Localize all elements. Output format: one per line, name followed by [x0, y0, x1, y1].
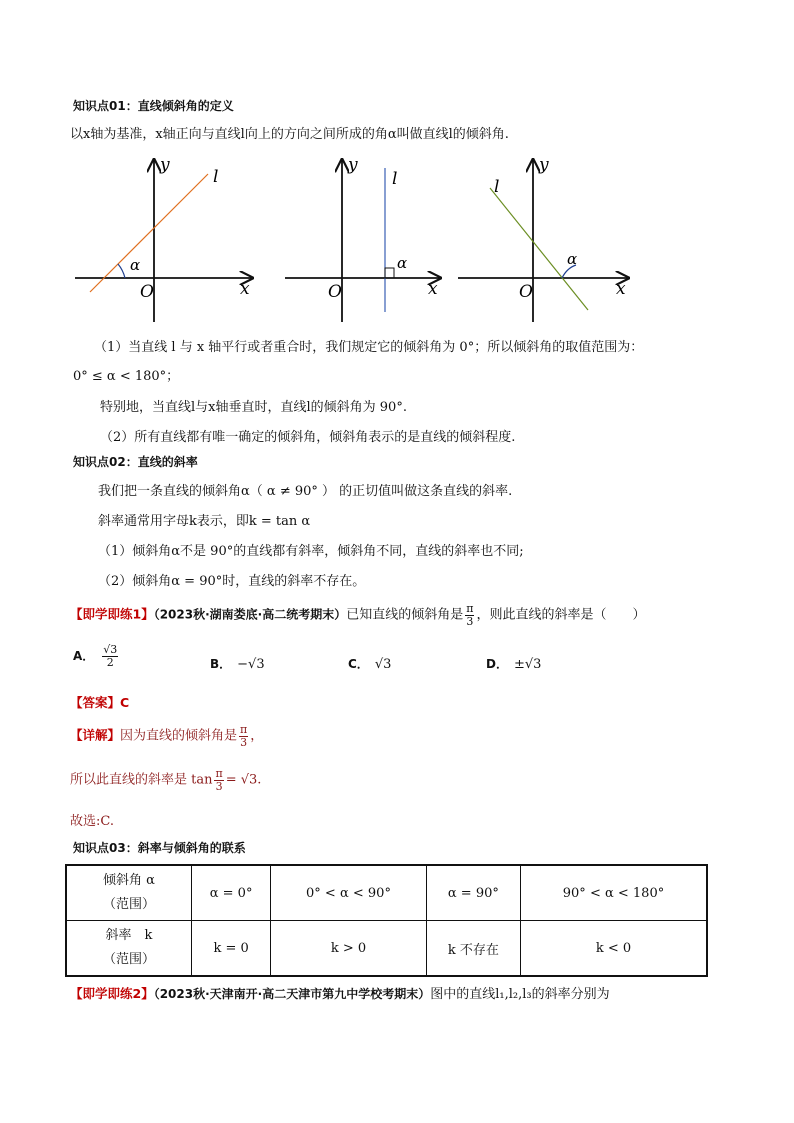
line-l-acute	[90, 174, 208, 292]
conclusion: 故选:C.	[70, 814, 114, 829]
cell-angle: α = 90°	[426, 865, 520, 921]
cell-angle: 0° < α < 90°	[271, 865, 427, 921]
cell-slope: k = 0	[192, 921, 271, 977]
label-l-1: l	[213, 167, 219, 187]
answer-tag: 【答案】	[70, 695, 121, 710]
label-x-1: x	[240, 279, 250, 299]
exercise1-question-post: ，则此直线的斜率是（ ）	[476, 607, 646, 623]
exercise2-text: 图中的直线l₁,l₂,l₃的斜率分别为	[430, 987, 610, 1002]
label-x-2: x	[428, 279, 438, 299]
row-head-slope: 斜率 k （范围）	[66, 921, 192, 977]
slope-angle-table	[65, 864, 708, 977]
label-x-3: x	[616, 279, 626, 299]
kp2-p2: 斜率通常用字母k表示，即k = tan α	[98, 514, 311, 529]
detail-tag: 【详解】	[70, 727, 121, 743]
kp1-note1b: 0° ≤ α < 180°；	[73, 369, 180, 384]
row-head-angle: 倾斜角 α （范围）	[66, 865, 192, 921]
exercise1-source: （2023秋·湖南娄底·高二统考期末）	[153, 607, 347, 622]
label-y-3: y	[539, 155, 549, 175]
kp2-heading: 知识点02：直线的斜率	[73, 455, 198, 469]
kp1-definition: 以x轴为基准，x轴正向与直线l向上的方向之间所成的角α叫做直线l的倾斜角.	[70, 127, 509, 142]
label-alpha-1: α	[130, 256, 141, 274]
table-row-angle	[66, 865, 707, 921]
kp3-heading: 知识点03：斜率与倾斜角的联系	[73, 841, 246, 855]
detail-line1: 【详解】因为直线的倾斜角是 $\frac{\pi}{3}$ ，	[70, 723, 264, 749]
figure-vertical	[285, 155, 440, 322]
exercise2-tag: 【即学即练2】	[70, 986, 154, 1001]
label-l-3: l	[494, 177, 500, 197]
exercise1-angle-fraction: $\frac{\pi}{3}$	[466, 602, 474, 628]
inclination-figures	[70, 150, 650, 330]
line-l-obtuse	[490, 188, 588, 310]
label-origin-3: O	[519, 282, 533, 302]
cell-slope: k 不存在	[426, 921, 520, 977]
cell-slope: k < 0	[520, 921, 707, 977]
option-b[interactable]: B． −√3	[210, 657, 265, 672]
label-y-1: y	[160, 155, 170, 175]
label-origin-1: O	[140, 282, 154, 302]
answer-line	[70, 692, 129, 711]
kp1-heading: 知识点01：直线倾斜角的定义	[73, 99, 234, 113]
table-row-slope	[66, 921, 707, 977]
exercise1-tag: 【即学即练1】	[70, 606, 154, 622]
answer-value: C	[120, 695, 130, 710]
exercise2-question	[70, 983, 610, 1002]
kp2-p3: （1）倾斜角α不是 90°的直线都有斜率，倾斜角不同，直线的斜率也不同;	[98, 544, 524, 559]
label-origin-2: O	[328, 282, 342, 302]
option-d[interactable]: D． ±√3	[486, 657, 542, 672]
cell-angle: α = 0°	[192, 865, 271, 921]
kp2-p1: 我们把一条直线的倾斜角α（ α ≠ 90° ） 的正切值叫做这条直线的斜率.	[98, 484, 513, 499]
label-l-2: l	[392, 169, 398, 189]
label-alpha-3: α	[567, 250, 578, 268]
exercise1-question-pre: 已知直线的倾斜角是	[346, 607, 464, 623]
figure-obtuse	[458, 155, 628, 322]
option-a[interactable]: A． $\frac{√3}{2}$	[73, 643, 118, 669]
cell-angle: 90° < α < 180°	[520, 865, 707, 921]
kp1-note1a: （1）当直线 l 与 x 轴平行或者重合时，我们规定它的倾斜角为 0°；所以倾斜角的取值范围为：	[94, 340, 644, 355]
label-alpha-2: α	[397, 254, 408, 272]
kp2-p4: （2）倾斜角α = 90°时，直线的斜率不存在。	[98, 574, 366, 589]
detail-line2: 所以此直线的斜率是 tan $\frac{\pi}{3}$ = √3.	[70, 767, 262, 793]
exercise1-question	[70, 603, 646, 627]
exercise2-source: （2023秋·天津南开·高二天津市第九中学校考期末）	[153, 987, 431, 1001]
kp1-note2: （2）所有直线都有唯一确定的倾斜角，倾斜角表示的是直线的倾斜程度.	[100, 430, 516, 445]
figure-acute	[75, 155, 252, 322]
option-c[interactable]: C． √3	[348, 657, 392, 672]
kp1-note-special: 特别地，当直线l与x轴垂直时，直线l的倾斜角为 90°.	[100, 400, 407, 415]
label-y-2: y	[348, 155, 358, 175]
cell-slope: k > 0	[271, 921, 427, 977]
